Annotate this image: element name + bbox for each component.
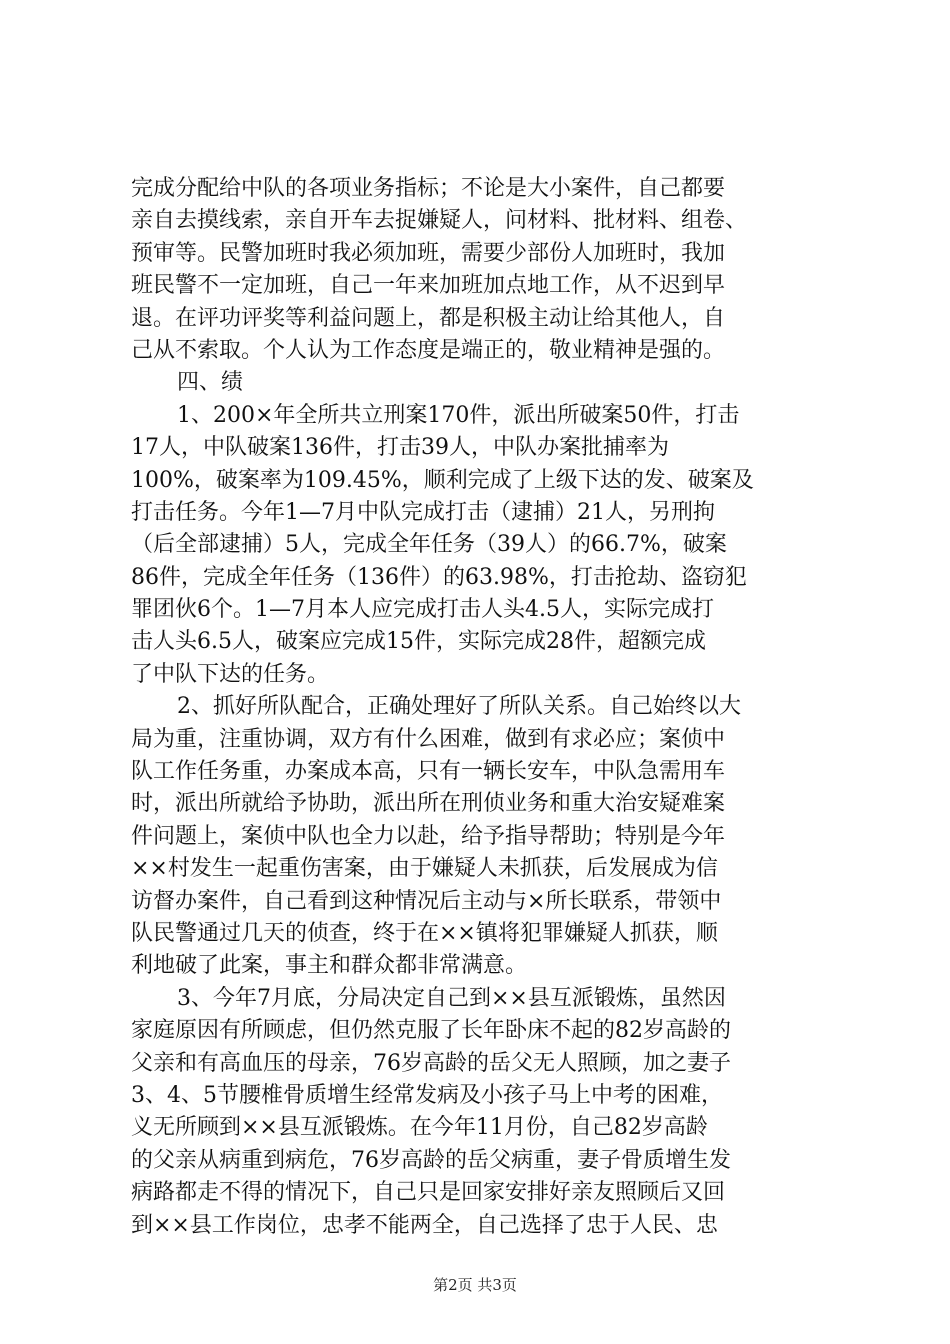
text-line: 义无所顾到××县互派锻炼。在今年11月份，自己82岁高龄 [131, 1115, 708, 1141]
body-text [131, 173, 831, 1242]
text-line: 1、200×年全所共立刑案170件，派出所破案50件，打击 [177, 402, 740, 428]
text-line: 亲自去摸线索，亲自开车去捉嫌疑人，问材料、批材料、组卷、 [131, 208, 748, 234]
text-line: 退。在评功评奖等利益问题上，都是积极主动让给其他人，自 [131, 305, 726, 331]
text-line: 击人头6.5人，破案应完成15件，实际完成28件，超额完成 [131, 629, 706, 655]
text-line: 队工作任务重，办案成本高，只有一辆长安车，中队急需用车 [131, 759, 726, 785]
text-line: 父亲和有高血压的母亲，76岁高龄的岳父无人照顾，加之妻子 [131, 1050, 731, 1076]
text-line: 班民警不一定加班，自己一年来加班加点地工作，从不迟到早 [131, 273, 726, 299]
text-line: 利地破了此案，事主和群众都非常满意。 [131, 953, 528, 979]
text-line: 17人，中队破案136件，打击39人，中队办案批捕率为 [131, 435, 669, 461]
text-line: 完成分配给中队的各项业务指标；不论是大小案件，自己都要 [131, 176, 726, 201]
text-line: ××村发生一起重伤害案，由于嫌疑人未抓获，后发展成为信 [131, 856, 718, 882]
text-line: 罪团伙6个。1—7月本人应完成打击人头4.5人，实际完成打 [131, 597, 714, 623]
text-line: 时，派出所就给予协助，派出所在刑侦业务和重大治安疑难案 [131, 791, 726, 817]
text-line: 86件，完成全年任务（136件）的63.98%，打击抢劫、盗窃犯 [131, 564, 747, 590]
text-line: 家庭原因有所顾虑，但仍然克服了长年卧床不起的82岁高龄的 [131, 1018, 731, 1044]
page-number-footer: 第2页 共3页 [433, 1276, 517, 1294]
text-line: 100%，破案率为109.45%，顺利完成了上级下达的发、破案及 [131, 467, 754, 493]
text-line: 打击任务。今年1—7月中队完成打击（逮捕）21人，另刑拘 [131, 499, 715, 525]
text-line: 的父亲从病重到病危，76岁高龄的岳父病重，妻子骨质增生发 [131, 1147, 731, 1173]
text-line: 了中队下达的任务。 [131, 661, 330, 687]
text-line: 2、抓好所队配合，正确处理好了所队关系。自己始终以大 [177, 694, 741, 720]
text-line: （后全部逮捕）5人，完成全年任务（39人）的66.7%，破案 [131, 532, 727, 558]
text-line: 病路都走不得的情况下，自己只是回家安排好亲友照顾后又回 [131, 1180, 726, 1206]
text-line: 3、4、5节腰椎骨质增生经常发病及小孩子马上中考的困难， [131, 1082, 723, 1108]
text-line: 件问题上，案侦中队也全力以赴，给予指导帮助；特别是今年 [131, 823, 726, 849]
section-heading: 四、绩 [177, 370, 244, 396]
text-line: 预审等。民警加班时我必须加班，需要少部份人加班时，我加 [131, 240, 726, 266]
text-line: 到××县工作岗位，忠孝不能两全，自己选择了忠于人民、忠 [131, 1212, 718, 1238]
text-line: 队民警通过几天的侦查，终于在××镇将犯罪嫌疑人抓获，顺 [131, 920, 718, 946]
text-line: 3、今年7月底，分局决定自己到××县互派锻炼，虽然因 [177, 985, 726, 1011]
text-line: 访督办案件，自己看到这种情况后主动与×所长联系，带领中 [131, 888, 722, 914]
text-line: 己从不索取。个人认为工作态度是端正的，敬业精神是强的。 [131, 337, 726, 363]
text-line: 局为重，注重协调，双方有什么困难，做到有求必应；案侦中 [131, 726, 726, 752]
